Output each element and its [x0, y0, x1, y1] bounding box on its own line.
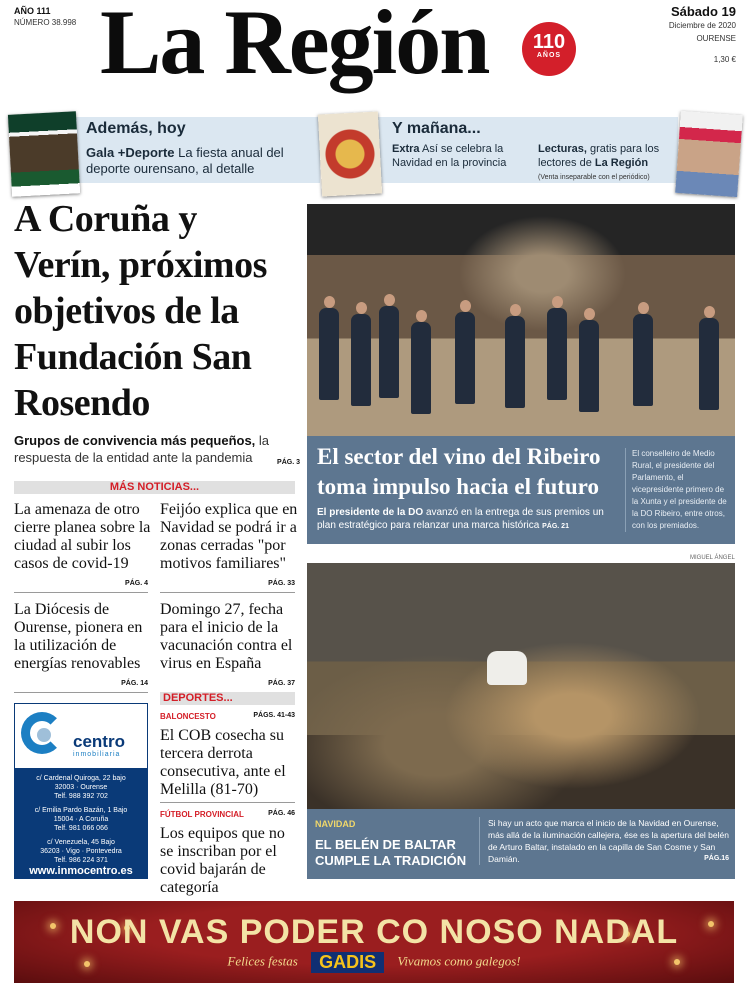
masthead-meta-right [669, 4, 736, 66]
news-item-feijoo[interactable]: Feijóo explica que en Navidad se podrá ir a zonas cerradas "por motivos familiares" [160, 501, 298, 572]
promo-extra-body: Así se celebra la Navidad en la provincia [392, 143, 507, 169]
news-item-diocesis[interactable]: La Diócesis de Ourense, pionera en la utilización de energías renovables [14, 601, 143, 672]
ad-brand-name: centro [73, 732, 125, 751]
promo-today-body: La fiesta anual del deporte ourensano, al detalle [86, 145, 284, 176]
main-sub-lead: Grupos de convivencia más pequeños, [14, 433, 256, 448]
news-page-ref: PÁG. 33 [268, 580, 295, 587]
main-page-ref: PÁG. 3 [277, 459, 300, 466]
news-page-ref: PÁG. 37 [268, 680, 295, 687]
more-news-label: MÁS NOTICIAS... [14, 481, 295, 494]
person-figure [547, 308, 567, 400]
person-figure [351, 314, 371, 406]
ad-office-line: Telf. 986 224 371 [54, 857, 108, 864]
ad-office-vigo [15, 838, 147, 865]
news-page-ref: PÁG. 14 [121, 680, 148, 687]
wine-awards-photo[interactable] [307, 204, 735, 436]
gadis-logo: GADIS [311, 952, 384, 973]
promo-today-lead: Gala +Deporte [86, 145, 175, 160]
ad-office-line: Telf. 988 392 702 [54, 793, 108, 800]
sports-story-football[interactable]: Los equipos que no se inscriban por el covid bajarán de categoría [160, 825, 285, 896]
ad-addresses [15, 768, 147, 878]
deporte-supplement-thumbnail[interactable] [8, 111, 80, 196]
promo-extra-lead: Extra [392, 143, 420, 155]
sports-kicker-basketball: BALONCESTO [160, 712, 216, 721]
main-subheadline [14, 432, 300, 471]
sports-page-ref: PÁGS. 41-43 [253, 712, 295, 719]
promo-lecturas-text[interactable] [538, 142, 672, 170]
person-figure [579, 320, 599, 412]
ad-office-coruna [15, 806, 147, 833]
news-item-vaccination[interactable]: Domingo 27, fecha para el inicio de la vacunación contra el virus en España [160, 601, 293, 672]
banner-headline: NON VAS PODER CO NOSO NADAL [69, 913, 679, 951]
person-figure [487, 651, 527, 685]
extra-supplement-thumbnail[interactable] [318, 111, 382, 196]
divider [160, 592, 295, 593]
wine-sub-body: avanzó en la entrega de sus premios un plan estratégico para relanzar una marca histórica [317, 507, 604, 531]
main-sub-body: la respuesta de la entidad ante la pandemia [14, 433, 270, 465]
masthead-meta-left [14, 6, 76, 28]
gadis-banner-ad[interactable] [14, 901, 734, 983]
divider [160, 802, 295, 803]
promo-lecturas-brand: La Región [594, 157, 649, 169]
wine-headline[interactable]: El sector del vino del Ribeiro toma impulso hacia el futuro [317, 444, 601, 499]
promo-today-title: Además, hoy [86, 120, 186, 137]
banner-tagline [14, 952, 734, 973]
ad-office-line: 36203 · Vigo · Pontevedra [40, 848, 122, 855]
promo-tomorrow-title: Y mañana... [392, 120, 481, 137]
belen-photo[interactable] [307, 563, 735, 809]
wine-photo-caption: El conselleiro de Medio Rural, el presidente del Parlamento, el vicepresidente primero de la Xunta y el presidente de la DO Ribeiro, entre otros, con los premiados. [625, 448, 727, 532]
issue-city: OURENSE [696, 34, 736, 43]
promo-lecturas-note: (Venta inseparable con el periódico) [538, 174, 650, 181]
ad-office-line: c/ Emilia Pardo Bazán, 1 Bajo [34, 807, 128, 814]
news-item-covid-closure[interactable]: La amenaza de otro cierre planea sobre la ciudad al subir los casos de covid-19 [14, 501, 151, 572]
belen-kicker: NAVIDAD [315, 819, 356, 829]
ad-brand-sub: inmobiliaria [73, 751, 121, 758]
wine-story-panel [307, 436, 735, 544]
anniversary-badge [522, 22, 576, 76]
belen-body: Si hay un acto que marca el inicio de la Navidad en Ourense, más allá de la iluminación callejera, ése es la apertura del belén de Arturo Baltar, instalado en la capilla de San Cosme y San Damián. [488, 818, 729, 864]
person-figure [633, 314, 653, 406]
person-figure [505, 316, 525, 408]
ad-office-line: c/ Venezuela, 45 Bajo [47, 839, 115, 846]
banner-left-text: Felices festas [227, 953, 298, 969]
issue-number: NÚMERO 38.998 [14, 18, 77, 27]
ad-office-line: Telf. 981 066 066 [54, 825, 108, 832]
wine-page-ref: PÁG. 21 [542, 523, 569, 530]
issue-day: Sábado 19 [670, 4, 736, 19]
person-figure [699, 318, 719, 410]
promo-lecturas-lead: Lecturas, [538, 143, 587, 155]
person-figure [411, 322, 431, 414]
ad-office-line: 15004 · A Coruña [53, 816, 109, 823]
ad-header [15, 704, 147, 768]
promo-bar [10, 113, 738, 187]
divider [14, 592, 148, 593]
sports-story-cob[interactable]: El COB cosecha su tercera derrota consecutiva, ante el Melilla (81-70) [160, 727, 286, 798]
wine-sub-lead: El presidente de la DO [317, 507, 424, 518]
ad-office-line: 32003 · Ourense [54, 784, 108, 791]
belen-story-panel [307, 809, 735, 879]
newspaper-logo[interactable]: La Región [100, 0, 489, 93]
issue-date: Diciembre de 2020 [668, 21, 736, 30]
ad-office-line: c/ Cardenal Quiroga, 22 bajo [36, 775, 126, 782]
person-figure [379, 306, 399, 398]
centro-inmobiliaria-ad[interactable] [14, 703, 148, 879]
ad-website-link[interactable]: www.inmocentro.es [29, 865, 133, 877]
person-figure [319, 308, 339, 400]
promo-lecturas-body: gratis para los lectores de [538, 143, 660, 169]
belen-text [479, 817, 729, 865]
sports-kicker-football: FÚTBOL PROVINCIAL [160, 810, 244, 819]
news-page-ref: PÁG. 4 [125, 580, 148, 587]
banner-right-text: Vivamos como galegos! [397, 953, 521, 969]
divider [14, 692, 148, 693]
centro-logo-dot-icon [37, 728, 51, 742]
promo-extra-text[interactable] [392, 142, 530, 170]
photo-credit: MIGUEL ÁNGEL [690, 555, 735, 561]
ad-office-ourense [15, 774, 147, 801]
main-headline[interactable]: A Coruña y Verín, próximos objetivos de la Fundación San Rosendo [14, 198, 267, 424]
promo-today-text[interactable] [86, 145, 314, 177]
year-label: AÑO 111 [14, 6, 51, 16]
lecturas-supplement-thumbnail[interactable] [675, 111, 743, 197]
sports-label: DEPORTES... [160, 692, 295, 705]
wine-subheadline [317, 506, 617, 533]
anniversary-text: AÑOS [536, 52, 562, 59]
belen-page-ref: PÁG.16 [704, 855, 729, 862]
issue-price: 1,30 € [713, 55, 736, 64]
sports-page-ref: PÁG. 46 [268, 810, 295, 817]
anniversary-number: 110 [532, 31, 566, 53]
belen-headline[interactable]: EL BELÉN DE BALTAR CUMPLE LA TRADICIÓN [315, 837, 467, 868]
person-figure [455, 312, 475, 404]
